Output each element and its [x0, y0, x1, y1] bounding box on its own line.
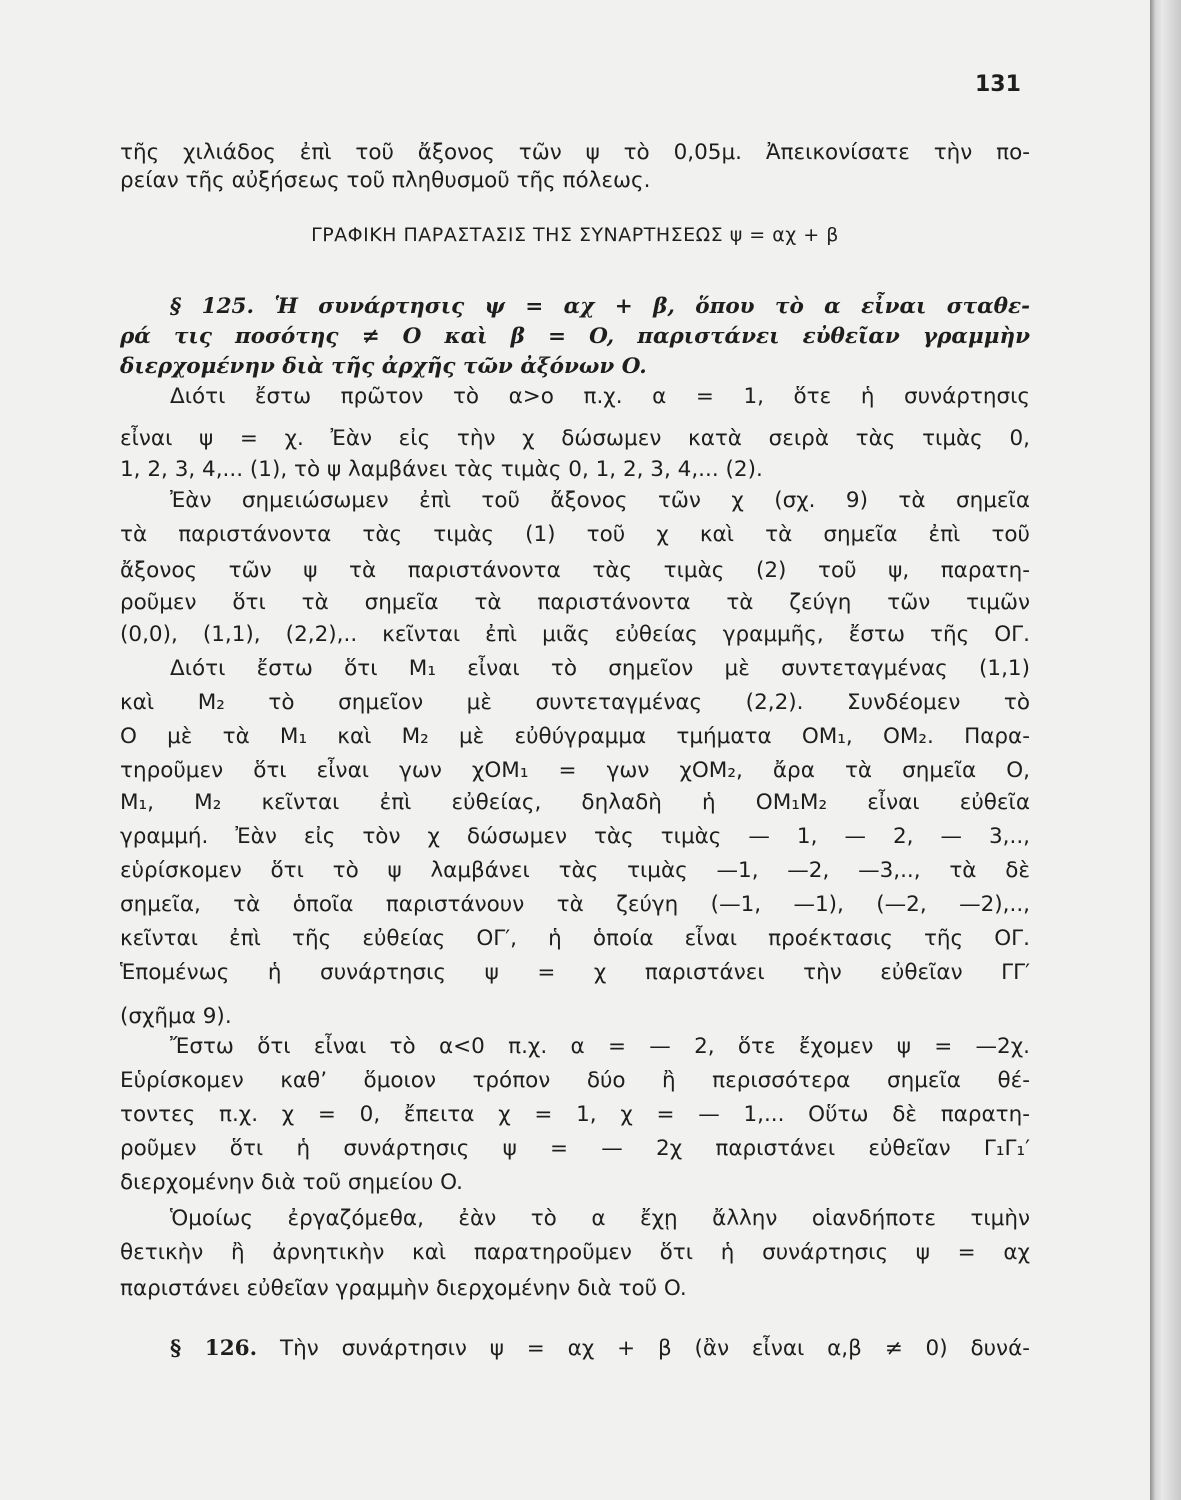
text-line: κεῖνται ἐπὶ τῆς εὐθείας OΓ′, ἡ ὁποία εἶναι προέκτασις τῆς OΓ. [120, 926, 1030, 951]
section-125-label: § 125. [170, 294, 254, 319]
text-line: Ἐὰν σημειώσωμεν ἐπὶ τοῦ ἄξονος τῶν χ (σχ. 9) τὰ σημεῖα [170, 488, 1030, 513]
text-line: γραμμή. Ἐὰν εἰς τὸν χ δώσωμεν τὰς τιμὰς — 1, — 2, — 3,.., [120, 824, 1030, 849]
text-line: εἶναι ψ = χ. Ἐὰν εἰς τὴν χ δώσωμεν κατὰ σειρὰ τὰς τιμὰς 0, [120, 426, 1030, 451]
section-126-line: § 126. Τὴν συνάρτησιν ψ = αχ + β (ἂν εἶναι α,β ≠ 0) δυνά- [170, 1336, 1030, 1361]
text-line: 1, 2, 3, 4,... (1), τὸ ψ λαμβάνει τὰς τιμὰς 0, 1, 2, 3, 4,... (2). [120, 457, 763, 482]
text-line: Εὑρίσκομεν καθ’ ὅμοιον τρόπον δύο ἢ περισσότερα σημεῖα θέ- [120, 1068, 1030, 1093]
text-line: ἄξονος τῶν ψ τὰ παριστάνοντα τὰς τιμὰς (2) τοῦ ψ, παρατη- [120, 558, 1030, 583]
text-line: Ἔστω ὅτι εἶναι τὸ α<0 π.χ. α = — 2, ὅτε ἔχομεν ψ = —2χ. [170, 1034, 1030, 1059]
text-line: Διότι ἔστω πρῶτον τὸ α>ο π.χ. α = 1, ὅτε ἡ συνάρτησις [170, 384, 1030, 409]
text-line: καὶ M₂ τὸ σημεῖον μὲ συντεταγμένας (2,2). Συνδέομεν τὸ [120, 690, 1030, 715]
section-125-title-line: διερχομένην διὰ τῆς ἀρχῆς τῶν ἀξόνων O. [120, 354, 647, 379]
text-line: (0,0), (1,1), (2,2),.. κεῖνται ἐπὶ μιᾶς εὐθείας γραμμῆς, ἔστω τῆς OΓ. [120, 622, 1030, 647]
text-line: Ἑπομένως ἡ συνάρτησις ψ = χ παριστάνει τὴν εὐθεῖαν ΓΓ′ [120, 960, 1030, 985]
section-125-title-line: ρά τις ποσότης ≠ O καὶ β = O, παριστάνει εὐθεῖαν γραμμὴν [120, 324, 1030, 349]
text-line: τηροῦμεν ὅτι εἶναι γων χOM₁ = γων χOM₂, ἄρα τὰ σημεῖα O, [120, 758, 1030, 783]
text-line: τὰ παριστάνοντα τὰς τιμὰς (1) τοῦ χ καὶ τὰ σημεῖα ἐπὶ τοῦ [120, 522, 1030, 547]
text-line: (σχῆμα 9). [120, 1004, 232, 1029]
section-126-label: § 126. [170, 1336, 258, 1361]
text-line: Ὁμοίως ἐργαζόμεθα, ἐὰν τὸ α ἔχῃ ἄλλην οἱανδήποτε τιμὴν [170, 1206, 1030, 1231]
text-line: ρείαν τῆς αὐξήσεως τοῦ πληθυσμοῦ τῆς πόλεως. [120, 168, 651, 193]
text-line: Διότι ἔστω ὅτι M₁ εἶναι τὸ σημεῖον μὲ συντεταγμένας (1,1) [170, 656, 1030, 681]
section-125-title: § 125. Ἡ συνάρτησις ψ = αχ + β, ὅπου τὸ α εἶναι σταθε- [170, 294, 1030, 319]
text-line: τῆς χιλιάδος ἐπὶ τοῦ ἄξονος τῶν ψ τὸ 0,05μ. Ἀπεικονίσατε τὴν πο- [120, 140, 1030, 165]
text-line: σημεῖα, τὰ ὁποῖα παριστάνουν τὰ ζεύγη (—1, —1), (—2, —2),.., [120, 892, 1030, 917]
text-line: M₁, M₂ κεῖνται ἐπὶ εὐθείας, δηλαδὴ ἡ OM₁M₂ εἶναι εὐθεῖα [120, 790, 1030, 815]
page-number: 131 [975, 72, 1021, 97]
text-line: ροῦμεν ὅτι τὰ σημεῖα τὰ παριστάνοντα τὰ ζεύγη τῶν τιμῶν [120, 590, 1030, 615]
text-line: παριστάνει εὐθεῖαν γραμμὴν διερχομένην διὰ τοῦ O. [120, 1276, 687, 1301]
text-line: εὑρίσκομεν ὅτι τὸ ψ λαμβάνει τὰς τιμὰς —1, —2, —3,.., τὰ δὲ [120, 858, 1030, 883]
text-line: O μὲ τὰ M₁ καὶ M₂ μὲ εὐθύγραμμα τμήματα OM₁, OM₂. Παρα- [120, 724, 1030, 749]
page-edge [1150, 0, 1181, 1500]
text-line: ροῦμεν ὅτι ἡ συνάρτησις ψ = — 2χ παριστάνει εὐθεῖαν Γ₁Γ₁′ [120, 1136, 1030, 1161]
section-heading: ΓΡΑΦΙΚΗ ΠΑΡΑΣΤΑΣΙΣ ΤΗΣ ΣΥΝΑΡΤΗΣΕΩΣ ψ = αχ + β [311, 224, 839, 246]
text-line: θετικὴν ἢ ἀρνητικὴν καὶ παρατηροῦμεν ὅτι ἡ συνάρτησις ψ = αχ [120, 1240, 1030, 1265]
text-line: τοντες π.χ. χ = 0, ἔπειτα χ = 1, χ = — 1,... Οὕτω δὲ παρατη- [120, 1102, 1030, 1127]
text-line: διερχομένην διὰ τοῦ σημείου O. [120, 1170, 464, 1195]
